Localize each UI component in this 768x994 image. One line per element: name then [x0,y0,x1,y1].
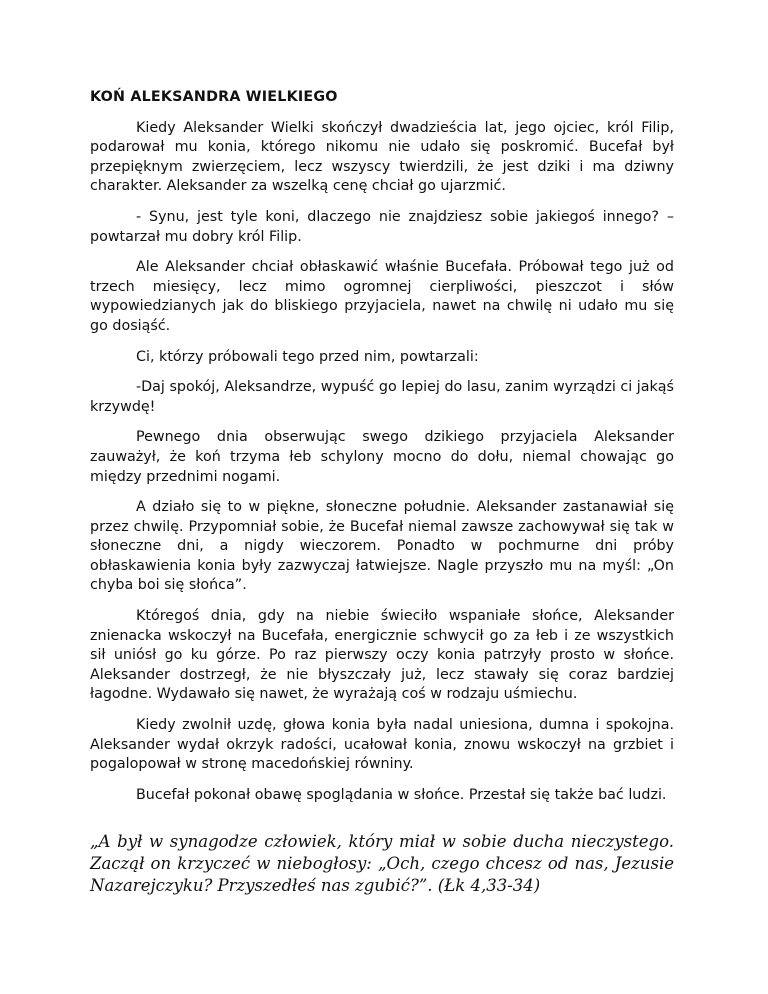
document-body [90,88,674,816]
paragraph: A działo się to w piękne, słoneczne południe. Aleksander zastanawiał się przez chwilę. Przypomniał sobie, że Bucefał niemal zawsze zachowywał się tak w słoneczne dni, a nigdy wieczorem. Ponadto w pochmurne dni próby obłaskawienia konia były zazwyczaj łatwiejsze. Nagle przyszło mu na myśl: „On chyba boi się słońca”. [90,499,674,594]
bible-quote: „A był w synagodze człowiek, który miał w sobie ducha nieczystego. Zaczął on krzyczeć w niebogłosy: „Och, czego chcesz od nas, Jezusie Nazarejczyku? Przyszedłeś nas zgubić?”. (Łk 4,33-34) [90,832,674,895]
paragraph: Kiedy zwolnił uzdę, głowa konia była nadal uniesiona, dumna i spokojna. Aleksander wydał okrzyk radości, ucałował konia, znowu wskoczył na grzbiet i pogalopował w stronę macedońskiej równiny. [90,717,674,773]
paragraph: -Daj spokój, Aleksandrze, wypuść go lepiej do lasu, zanim wyrządzi ci jakąś krzywdę! [90,379,674,415]
document-title: KOŃ ALEKSANDRA WIELKIEGO [90,89,338,105]
paragraph: Ale Aleksander chciał obłaskawić właśnie Bucefała. Próbował tego już od trzech miesięcy, lecz mimo ogromnej cierpliwości, pieszczot i słów wypowiedzianych jak do bliskiego przyjaciela, nawet na chwilę ni udało mu się go dosiąść. [90,259,674,334]
paragraph: Pewnego dnia obserwując swego dzikiego przyjaciela Aleksander zauważył, że koń trzyma łeb schylony mocno do dołu, niemal chowając go między przednimi nogami. [90,429,674,485]
paragraph: Ci, którzy próbowali tego przed nim, powtarzali: [136,348,479,365]
paragraph: Któregoś dnia, gdy na niebie świeciło wspaniałe słońce, Aleksander znienacka wskoczył na Bucefała, energicznie schwycił go za łeb i ze wszystkich sił uniósł go ku górze. Po raz pierwszy oczy konia patrzyły prosto w słońce. Aleksander dostrzegł, że nie błyszczały już, lecz stawały się coraz bardziej łagodne. Wydawało się nawet, że wyrażają coś w rodzaju uśmiechu. [90,608,674,703]
paragraph: Kiedy Aleksander Wielki skończył dwadzieścia lat, jego ojciec, król Filip, podarował mu konia, którego nikomu nie udało się poskromić. Bucefał był przepięknym zwierzęciem, lecz wszyscy twierdzili, że jest dziki i ma dziwny charakter. Aleksander za wszelką cenę chciał go ujarzmić. [90,119,674,195]
paragraph: Bucefał pokonał obawę spoglądania w słońce. Przestał się także bać ludzi. [136,786,667,803]
paragraph: - Synu, jest tyle koni, dlaczego nie znajdziesz sobie jakiegoś innego? – powtarzał mu dobry król Filip. [90,208,674,245]
